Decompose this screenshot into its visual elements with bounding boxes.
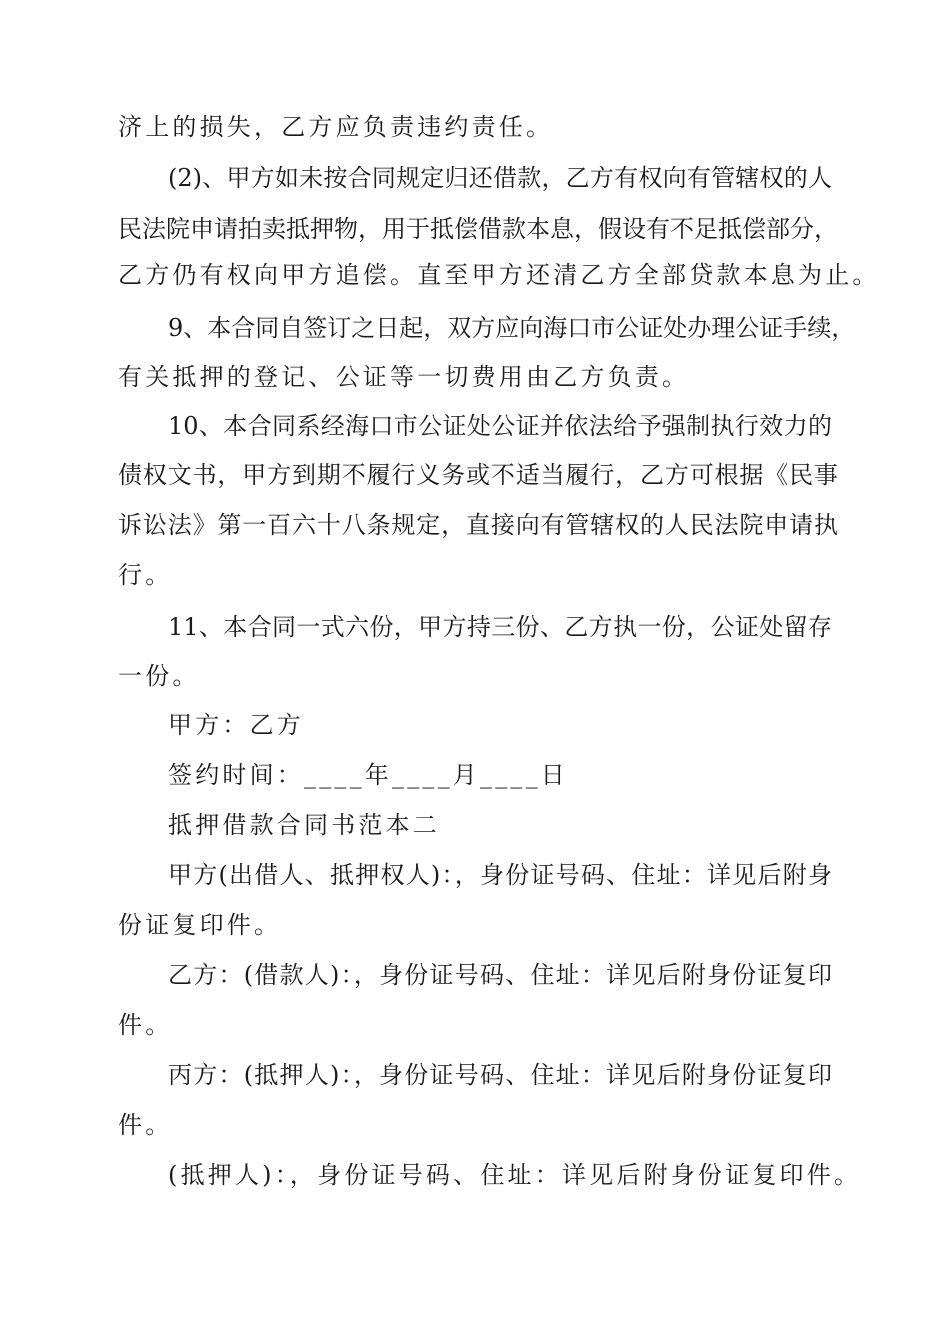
section-heading: 抵押借款合同书范本二 bbox=[168, 811, 440, 839]
paragraph-line: 有关抵押的登记、公证等一切费用由乙方负责。 bbox=[118, 363, 690, 391]
paragraph-line: 民法院申请拍卖抵押物，用于抵偿借款本息，假设有不足抵偿部分， bbox=[118, 215, 838, 243]
paragraph-line: 9、本合同自签订之日起，双方应向海口市公证处办理公证手续， bbox=[168, 314, 856, 342]
paragraph-line: 乙方：(借款人)：，身份证号码、住址：详见后附身份证复印 bbox=[168, 961, 832, 989]
paragraph-line: (抵押人)：，身份证号码、住址：详见后附身份证复印件。 bbox=[168, 1161, 862, 1189]
signing-date-line: 签约时间：____年____月____日 bbox=[168, 761, 568, 789]
paragraph-line: 济上的损失，乙方应负责违约责任。 bbox=[118, 113, 554, 141]
paragraph-line: 份证复印件。 bbox=[118, 911, 282, 939]
paragraph-line: 债权文书，甲方到期不履行义务或不适当履行，乙方可根据《民事 bbox=[118, 461, 838, 489]
paragraph-line: 行。 bbox=[118, 561, 173, 589]
paragraph-line: 诉讼法》第一百六十八条规定，直接向有管辖权的人民法院申请执 bbox=[118, 511, 838, 539]
paragraph-line: 件。 bbox=[118, 1111, 173, 1139]
paragraph-line: 丙方：(抵押人)：，身份证号码、住址：详见后附身份证复印 bbox=[168, 1061, 832, 1089]
paragraph-line: 甲方(出借人、抵押权人)：，身份证号码、住址：详见后附身 bbox=[168, 861, 832, 889]
paragraph-line: 乙方仍有权向甲方追偿。直至甲方还清乙方全部贷款本息为止。 bbox=[118, 261, 880, 289]
signature-parties-line: 甲方：乙方 bbox=[168, 711, 304, 739]
paragraph-line: 10、本合同系经海口市公证处公证并依法给予强制执行效力的 bbox=[168, 412, 832, 440]
paragraph-line: 11、本合同一式六份，甲方持三份、乙方执一份，公证处留存 bbox=[168, 613, 832, 641]
paragraph-line: (2)、甲方如未按合同规定归还借款，乙方有权向有管辖权的人 bbox=[168, 164, 832, 192]
paragraph-line: 一份。 bbox=[118, 662, 200, 690]
paragraph-line: 件。 bbox=[118, 1011, 173, 1039]
